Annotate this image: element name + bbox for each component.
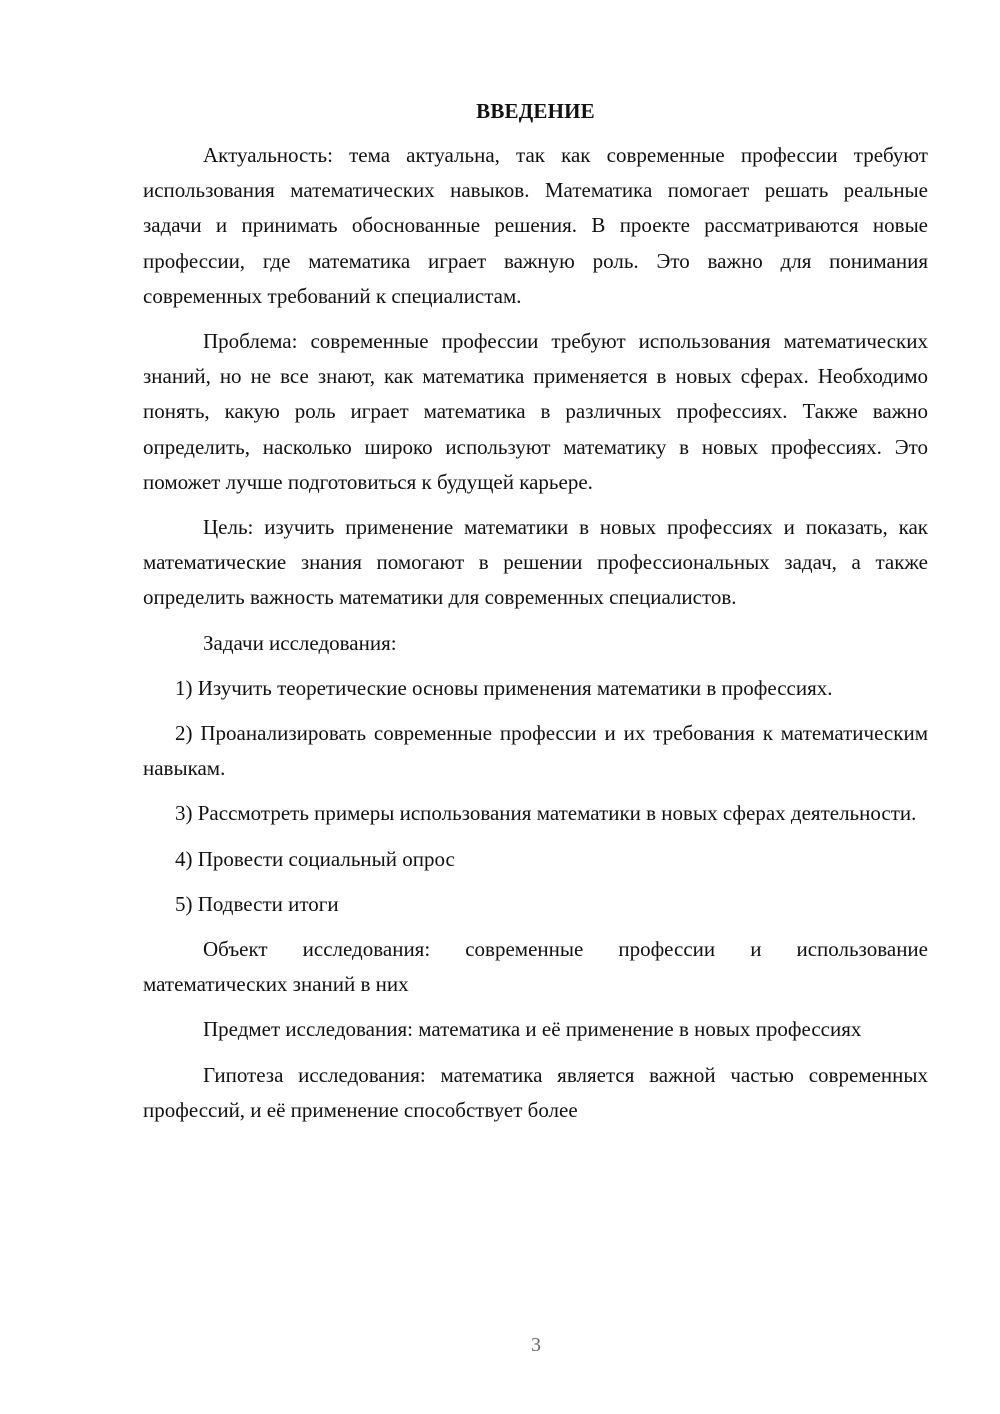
document-page bbox=[143, 96, 928, 1138]
paragraph-problem: Проблема: современные профессии требуют использования математических знаний, но не все знают, как математика применяется в новых сферах. Необходимо понять, какую роль играет математика в различных профессиях. Также важно определить, насколько широко используют математику в новых профессиях. Это поможет лучше подготовиться к будущей карьере. bbox=[143, 329, 928, 494]
task-item-1: 1) Изучить теоретические основы применения математики в профессиях. bbox=[175, 675, 833, 700]
paragraph-subject: Предмет исследования: математика и её применение в новых профессиях bbox=[203, 1017, 862, 1042]
paragraph-hypothesis: Гипотеза исследования: математика является важной частью современных профессий, и её применение способствует более bbox=[143, 1062, 928, 1122]
paragraph-object: Объект исследования: современные профессии и использование математических знаний в них bbox=[143, 937, 928, 997]
task-item-4: 4) Провести социальный опрос bbox=[175, 846, 455, 871]
paragraph-tasks-heading: Задачи исследования: bbox=[203, 630, 397, 655]
paragraph-goal: Цель: изучить применение математики в новых профессиях и показать, как математические знания помогают в решении профессиональных задач, а также определить важность математики для современных специалистов. bbox=[143, 515, 928, 610]
page-number: 3 bbox=[531, 1334, 541, 1356]
section-title: ВВЕДЕНИЕ bbox=[476, 99, 595, 123]
task-item-3: 3) Рассмотреть примеры использования математики в новых сферах деятельности. bbox=[175, 801, 917, 826]
task-item-5: 5) Подвести итоги bbox=[175, 891, 339, 916]
paragraph-relevance: Актуальность: тема актуальна, так как современные профессии требуют использования математических навыков. Математика помогает решать реальные задачи и принимать обоснованные решения. В проекте рассматриваются новые профессии, где математика играет важную роль. Это важно для понимания современных требований к специалистам. bbox=[143, 143, 928, 308]
task-item-2: 2) Проанализировать современные профессии и их требования к математическим навыкам. bbox=[143, 721, 928, 781]
